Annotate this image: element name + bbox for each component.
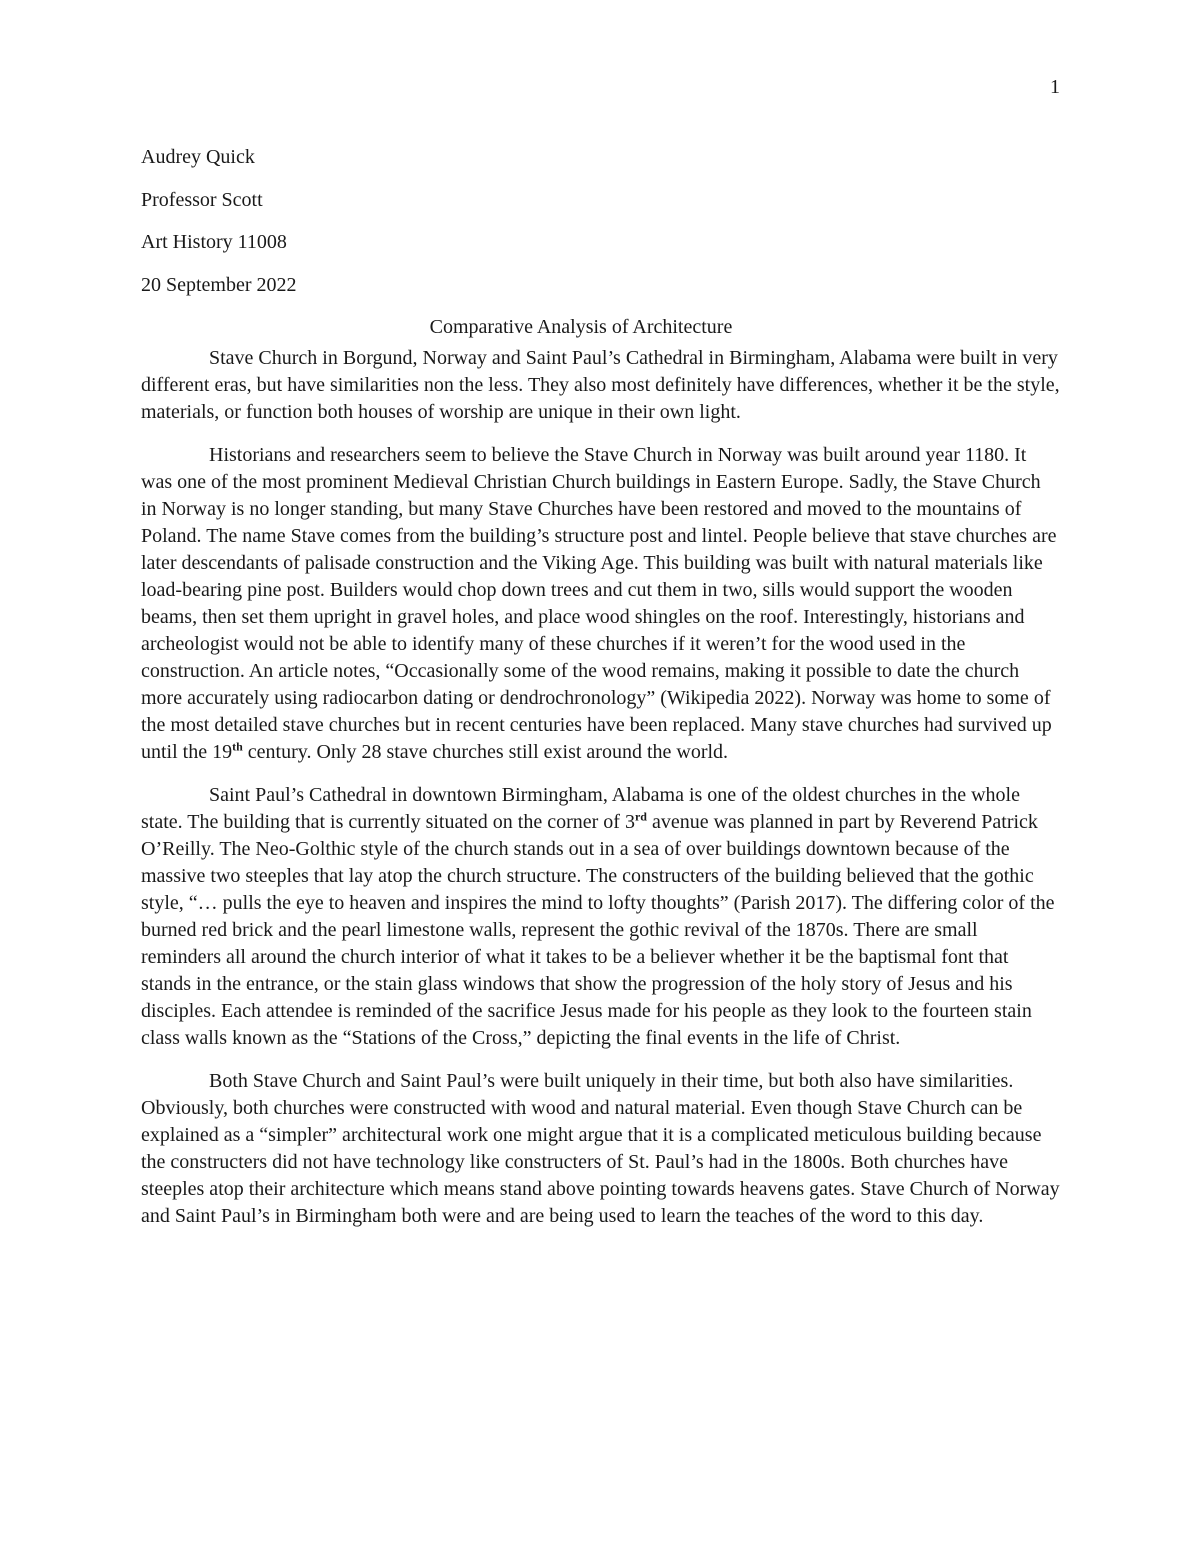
paragraph-text: century. Only 28 stave churches still exist around the world. bbox=[242, 741, 729, 763]
essay-title: Comparative Analysis of Architecture bbox=[429, 316, 733, 338]
paragraph-stave-church bbox=[141, 442, 1061, 766]
paragraph-text: avenue was planned in part by Reverend Patrick O’Reilly. The Neo-Golthic style of the church stands out in a sea of over buildings downtown because of the massive two steeples that lay atop the church structure. The constructers of the building believed that the gothic style, “… pulls the eye to heaven and inspires the mind to lofty thoughts” (Parish 2017). The differing color of the burned red brick and the pearl limestone walls, represent the gothic revival of the 1870s. There are small reminders all around the church interior of what it takes to be a believer whether it be the baptismal font that stands in the entrance, or the stain glass windows that show the progression of the holy story of Jesus and his disciples. Each attendee is reminded of the sacrifice Jesus made for his people as they look to the fourteen stain class walls known as the “Stations of the Cross,” depicting the final events in the life of Christ. bbox=[141, 811, 1055, 1049]
essay-date: 20 September 2022 bbox=[141, 273, 297, 296]
professor-name: Professor Scott bbox=[141, 188, 263, 211]
student-name: Audrey Quick bbox=[141, 146, 255, 168]
ordinal-suffix: th bbox=[232, 739, 243, 754]
paragraph-intro: Stave Church in Borgund, Norway and Saint Paul’s Cathedral in Birmingham, Alabama were built in very different eras, but have similarities non the less. They also most definitely have differences, whether it be the style, materials, or function both houses of worship are unique in their own light. bbox=[141, 347, 1060, 423]
ordinal-suffix: rd bbox=[634, 809, 647, 824]
paragraph-comparison: Both Stave Church and Saint Paul’s were built uniquely in their time, but both also have similarities. Obviously, both churches were constructed with wood and natural material. Even though Stave Church can be explained as a “simpler” architectural work one might argue that it is a complicated meticulous building because the constructers did not have technology like constructers of St. Paul’s had in the 1800s. Both churches have steeples atop their architecture which means stand above pointing towards heavens gates. Stave Church of Norway and Saint Paul’s in Birmingham both were and are being used to learn the teaches of the word to this day. bbox=[141, 1070, 1060, 1227]
document-body bbox=[141, 143, 1061, 1246]
paragraph-text: Historians and researchers seem to believe the Stave Church in Norway was built around year 1180. It was one of the most prominent Medieval Christian Church buildings in Eastern Europe. Sadly, the Stave Church in Norway is no longer standing, but many Stave Churches have been restored and moved to the mountains of Poland. The name Stave comes from the building’s structure post and lintel. People believe that stave churches are later descendants of palisade construction and the Viking Age. This building was built with natural materials like load-bearing pine post. Builders would chop down trees and cut them in two, sills would support the wooden beams, then set them upright in gravel holes, and place wood shingles on the roof. Interestingly, historians and archeologist would not be able to identify many of these churches if it weren’t for the wood used in the construction. An article notes, “Occasionally some of the wood remains, making it possible to date the church more accurately using radiocarbon dating or dendrochronology” (Wikipedia 2022). Norway was home to some of the most detailed stave churches but in recent centuries have been replaced. Many stave churches had survived up until the 19 bbox=[141, 444, 1057, 763]
course-name: Art History 11008 bbox=[141, 231, 287, 253]
paragraph-text: Saint Paul’s Cathedral in downtown Birmingham, Alabama is one of the oldest churches in the whole state. The building that is currently situated on the corner of 3 bbox=[141, 784, 1020, 833]
paragraph-saint-pauls bbox=[141, 782, 1061, 1052]
page-number: 1 bbox=[1050, 76, 1060, 98]
